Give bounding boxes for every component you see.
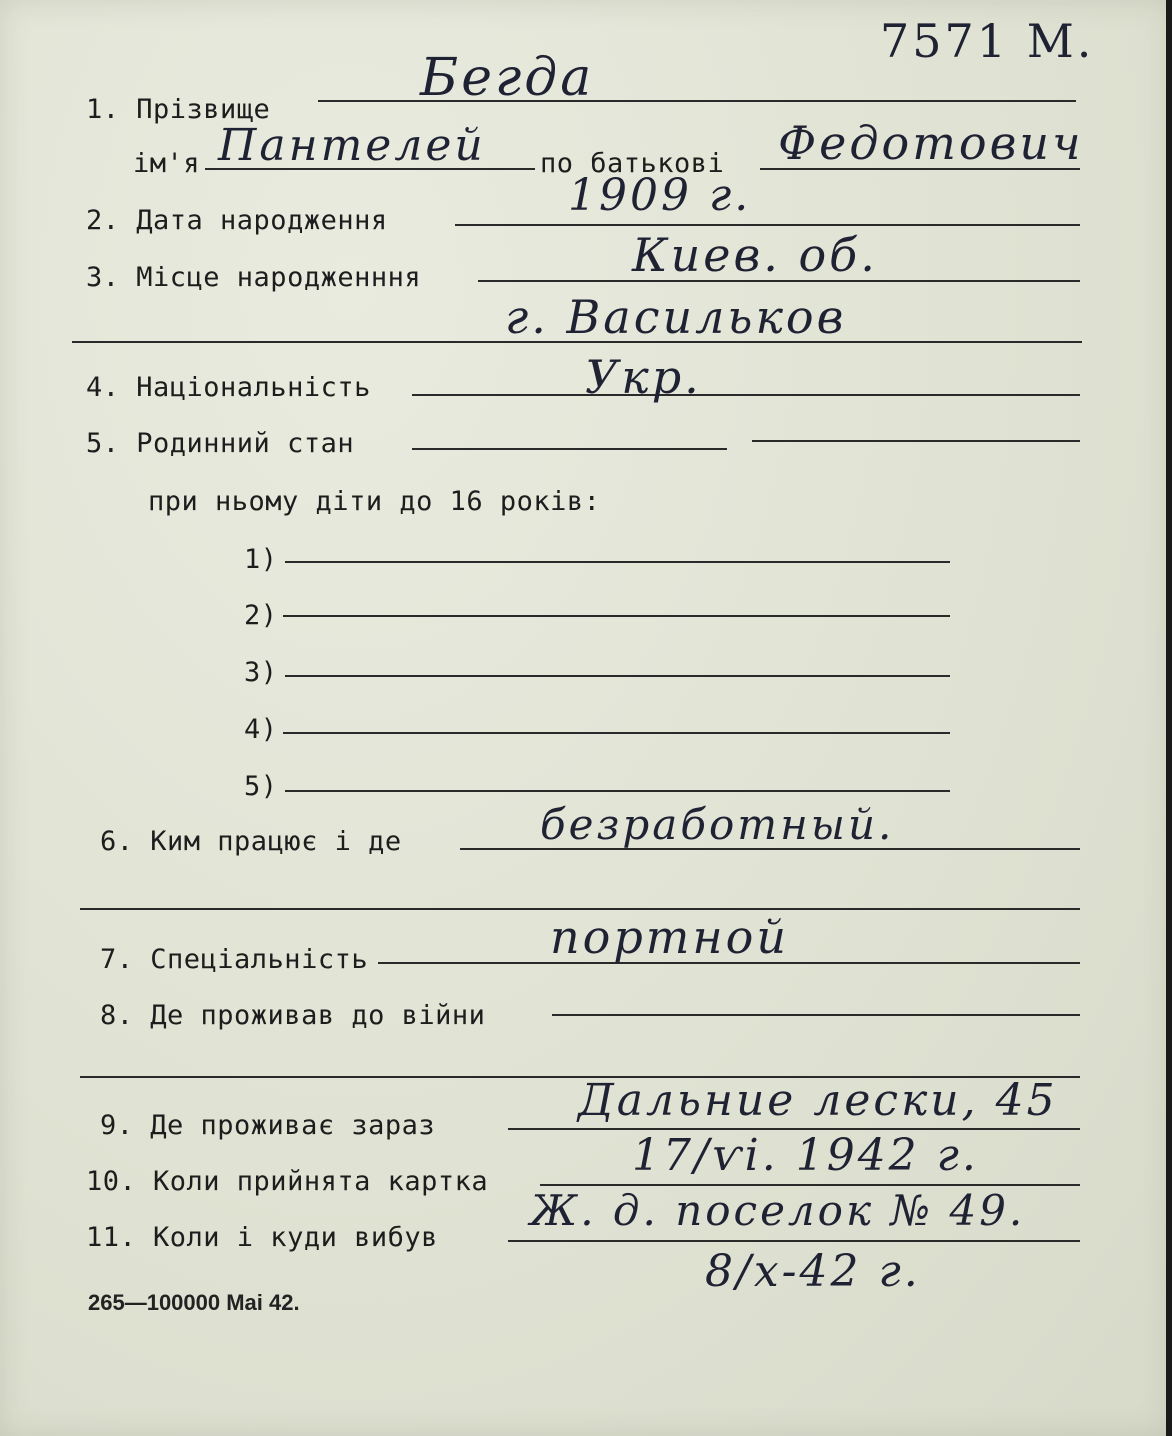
children-row-2: 2) [244, 600, 278, 631]
hw-birth-place-2: г. Васильков [505, 290, 847, 344]
line-child-3 [285, 675, 950, 677]
label-children: при ньому діти до 16 років: [148, 486, 601, 517]
line-departure [508, 1240, 1080, 1242]
label-residence-now: 9. Де проживає зараз [100, 1110, 436, 1141]
hw-birth-date: 1909 г. [568, 170, 752, 221]
label-patronymic: по батькові [540, 148, 725, 179]
children-row-3: 3) [244, 657, 278, 688]
line-child-2 [283, 615, 950, 617]
hw-birth-place-1: Киев. об. [632, 228, 878, 282]
label-residence-before-war: 8. Де проживав до війни [100, 1000, 486, 1031]
hw-card-date: 17/ѵі. 1942 г. [632, 1130, 979, 1181]
line-child-5 [285, 790, 950, 792]
hw-nationality: Укр. [585, 350, 702, 404]
children-row-1: 1) [244, 544, 278, 575]
label-surname: 1. Прізвище [86, 94, 271, 125]
line-nationality [412, 394, 1080, 396]
label-birth-place: 3. Місце народженння [86, 262, 422, 293]
line-birth-place-2 [72, 341, 1082, 343]
hw-specialty: портной [550, 910, 790, 964]
hw-name: Пантелей [218, 120, 486, 171]
label-work: 6. Ким працює і де [100, 826, 402, 857]
hw-patronymic: Федотович [778, 116, 1084, 170]
hw-surname: Бегда [420, 48, 595, 108]
hw-departure-2: 8/х-42 г. [705, 1246, 921, 1297]
label-departure: 11. Коли і куди вибув [86, 1222, 438, 1253]
line-birth-date [455, 224, 1080, 226]
card-edge-shadow [1166, 0, 1172, 1436]
line-child-4 [283, 732, 950, 734]
printer-imprint: 265—100000 Mai 42. [88, 1290, 300, 1315]
label-marital-status: 5. Родинний стан [86, 428, 355, 459]
line-child-1 [285, 561, 950, 563]
line-marital-status [412, 448, 727, 450]
line-marital-status-2 [752, 440, 1080, 442]
children-row-5: 5) [244, 771, 278, 802]
card-number: 7571 М. [880, 14, 1095, 68]
hw-departure-1: Ж. д. поселок № 49. [530, 1186, 1026, 1235]
label-card-accepted: 10. Коли прийнята картка [86, 1166, 489, 1197]
children-row-4: 4) [244, 714, 278, 745]
hw-residence-now: Дальние лески, 45 [578, 1075, 1058, 1126]
label-specialty: 7. Спеціальність [100, 944, 369, 975]
label-nationality: 4. Національність [86, 372, 371, 403]
line-residence-before-war [552, 1014, 1080, 1016]
hw-work: безработный. [540, 800, 895, 849]
label-birth-date: 2. Дата народження [86, 205, 388, 236]
label-name: ім'я [133, 148, 201, 179]
